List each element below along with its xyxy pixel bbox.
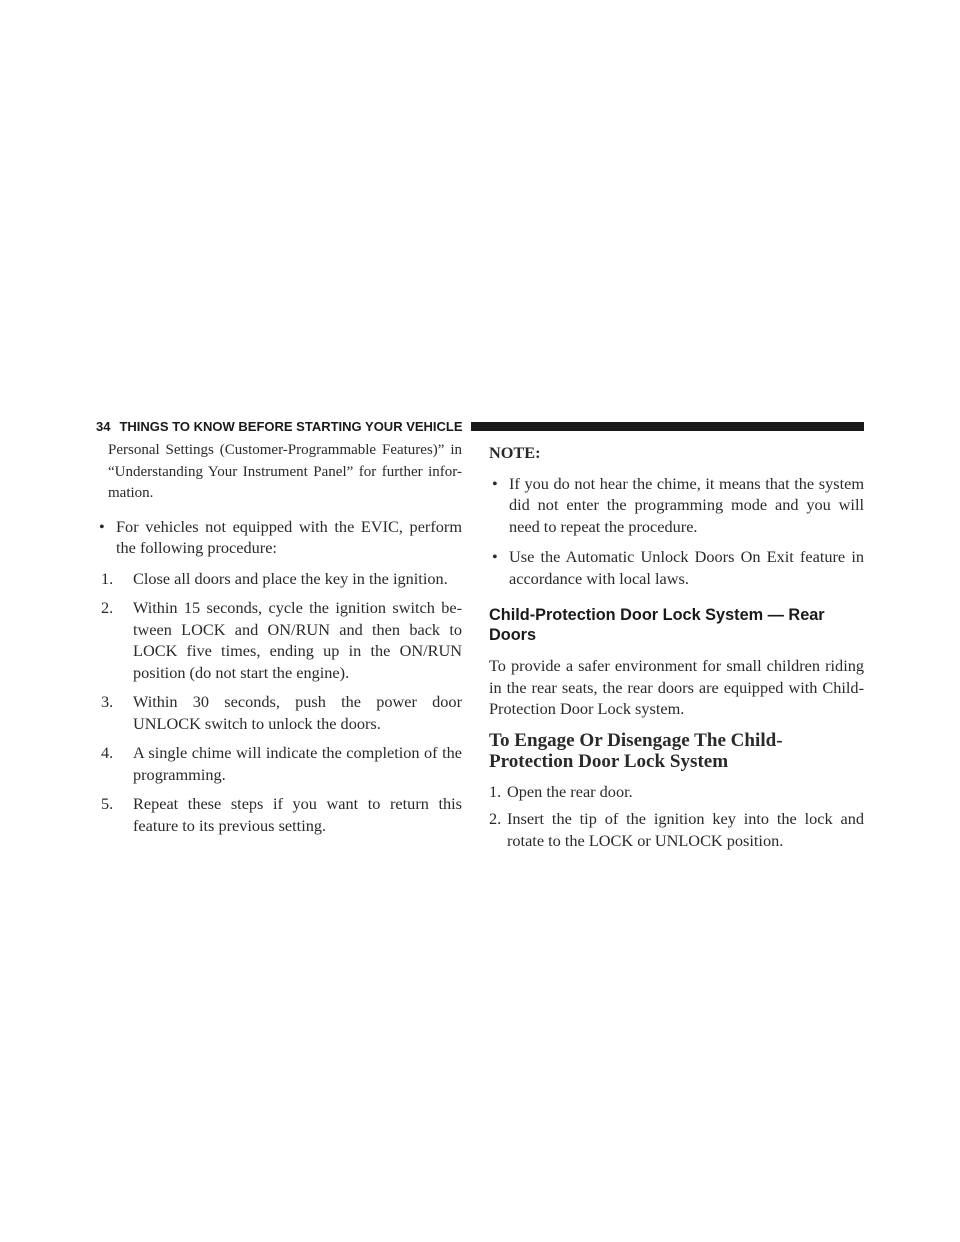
step-text: Repeat these steps if you want to return this feature to its previous setting. <box>133 794 462 835</box>
list-item <box>96 742 462 785</box>
step-number: 1. <box>489 781 502 801</box>
left-column <box>96 440 462 844</box>
page-number: 34 <box>96 418 111 434</box>
step-text: A single chime will indicate the completion of the programming. <box>133 743 462 784</box>
step-number: 5. <box>101 794 114 813</box>
list-item <box>489 808 864 851</box>
step-text: Insert the tip of the ignition key into the lock and rotate to the LOCK or UNLOCK position. <box>507 809 864 850</box>
section-heading: Child-Protection Door Lock System — Rear Doors <box>489 606 825 644</box>
step-number: 2. <box>489 809 502 828</box>
continuation-text: Personal Settings (Customer-Programmable Features)” in “Understanding Your Instrument Panel” for further infor-mation. <box>108 442 462 501</box>
list-item <box>96 568 462 590</box>
bullet-text: Use the Automatic Unlock Doors On Exit feature in accordance with local laws. <box>509 547 864 588</box>
list-item <box>489 473 864 538</box>
running-head: THINGS TO KNOW BEFORE STARTING YOUR VEHICLE <box>119 418 463 434</box>
list-item <box>96 516 462 559</box>
subsection-heading: To Engage Or Disengage The Child-Protection Door Lock System <box>489 729 783 772</box>
step-text: Within 30 seconds, push the power door UNLOCK switch to unlock the doors. <box>133 692 462 733</box>
step-number: 1. <box>101 568 114 588</box>
procedure-steps <box>96 568 462 837</box>
step-text: Within 15 seconds, cycle the ignition switch be-tween LOCK and ON/RUN and then back to LOCK five times, ending up in the ON/RUN position (do not start the engine). <box>133 598 462 682</box>
page-header <box>96 418 864 434</box>
step-text: Close all doors and place the key in the ignition. <box>133 568 448 588</box>
bullet-marker: • <box>492 473 498 493</box>
list-item <box>96 793 462 836</box>
step-number: 4. <box>101 743 114 762</box>
right-column <box>489 440 864 857</box>
step-number: 2. <box>101 598 114 617</box>
header-rule <box>471 422 864 431</box>
bullet-text: For vehicles not equipped with the EVIC, perform the following procedure: <box>116 516 462 557</box>
bullet-marker: • <box>492 547 498 566</box>
list-item <box>96 597 462 683</box>
step-text: Open the rear door. <box>507 781 633 801</box>
list-item <box>489 546 864 589</box>
list-item <box>489 781 864 803</box>
list-item <box>96 691 462 734</box>
step-number: 3. <box>101 692 114 711</box>
bullet-text: If you do not hear the chime, it means that the system did not enter the programming mode and you will need to repeat the procedure. <box>509 473 864 536</box>
bullet-marker: • <box>99 516 105 536</box>
note-label: NOTE: <box>489 443 541 462</box>
section-body: To provide a safer environment for small children riding in the rear seats, the rear doors are equipped with Child-Protection Door Lock system. <box>489 656 864 718</box>
